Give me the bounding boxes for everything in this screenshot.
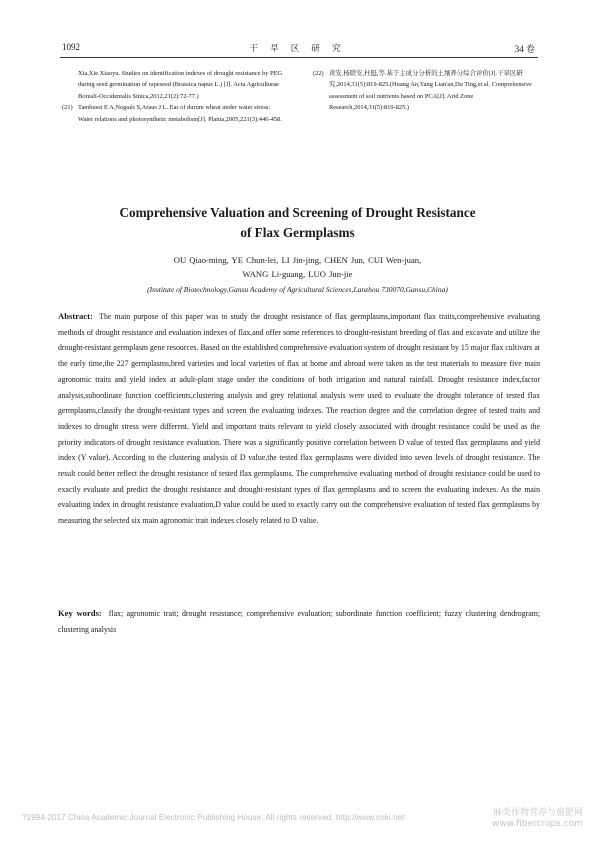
- reference-text: 黄安,杨联安,杜挺,等.基于主成分分析的土壤养分综合评价[J].干旱区研究,2014,31(5):819-825.(Huang An,Yang Lian'an,Du Ting,et al. Comprehensive assessment of soil nutrients based on PCA[J]. Arid Zone Research,2014,31(5):819-825.): [329, 70, 532, 112]
- authors-line-1: OU Qiao-ming, YE Chun-lei, LI Jin-jing, CHEN Jun, CUI Wen-juan,: [173, 255, 422, 265]
- references-right-column: [313, 68, 535, 114]
- authors-line-2: WANG Li-guang, LUO Jun-jie: [242, 268, 353, 279]
- header-rule: [60, 57, 538, 58]
- abstract: [58, 309, 540, 529]
- page-number: 1092: [62, 42, 80, 52]
- watermark-url: www.fibercrops.com: [492, 819, 583, 829]
- affiliation: (Institute of Biotechnology,Gansu Academy of Agricultural Sciences,Lanzhou 730070,Gansu,China): [147, 285, 448, 294]
- abstract-text: The main purpose of this paper was to study the drought resistance of flax germplasms,important flax traits,comprehensive evaluating methods of drought resistance and evaluation indexes of flax,and offer some references to drought-resistant breeding of flax and excavate and utilize the drought-resistant germplasm gene resources. Based on the established comprehensive evaluation system of drought resistant by 15 major flax cultivars at the early time,the 227 germplasms,bred varieties and local varieties of flax at home and abroad were taken as the test materials to measure five main agronomic traits and yield index at adult-plant stage under the conditions of both irrigation and natural rainfall. Drought resistance index,factor analysis,subordinate function coefficients,clustering analysis and grey relational analysis were used to evaluate the drought tolerance of tested flax germplasms,classify the drought-resistant types and screen the evaluating indexes. The reaction degree and the correlation degree of tested traits and indexes to drought stress were different. Yield and important traits relevant to yield closely associated with drought resistance could be used as the priority indicators of drought resistance evaluation. There was a significantly positive correlation between D value of tested flax germplasms and yield index (Y value). According to the clustering analysis of D value,the tested flax germplasms were divided into seven levels of drought resistance. The result could better reflect the drought resistance of tested flax germplasms. The comprehensive evaluating method of drought resistance could be used to exactly evaluate and predict the drought resistance and drought-resistant types of flax germplasms and to screen the evaluating indexes. As the main evaluating index in drought resistance evaluation,D value could be used to exactly carry out the comprehensive evaluation of tested flax germplasms by measuring the selected six main agronomic trait indexes closely related to D value.: [58, 312, 541, 526]
- journal-name: 干 旱 区 研 究: [249, 43, 346, 53]
- reference-entry: [313, 68, 535, 114]
- reference-text: Tambussi E A,Nogués S,Araus J L. Ear of durum wheat under water stress: Water relations and photosynthetic metabolism[J]. Planta,2005,221(3):446-458.: [78, 104, 282, 123]
- keywords-text: flax; agronomic trait; drought resistance; comprehensive evaluation; subordinate function coefficient; fuzzy clustering dendrogram; clustering analysis: [58, 609, 541, 634]
- references-left-column: [62, 68, 284, 125]
- site-watermark: [492, 808, 583, 830]
- keywords-label: Key words:: [58, 608, 102, 618]
- paper-title: [40, 203, 555, 243]
- reference-entry: [62, 102, 284, 125]
- reference-number: (21): [62, 104, 73, 112]
- copyright-footer: ?1994-2017 China Academic Journal Electronic Publishing House. All rights reserved. http://www.cnki.net: [22, 813, 405, 822]
- title-line-1: Comprehensive Valuation and Screening of Drought Resistance: [119, 205, 476, 220]
- abstract-label: Abstract:: [58, 311, 93, 321]
- watermark-chinese: 麻类作物营养与施肥网: [492, 808, 583, 818]
- title-line-2: of Flax Germplasms: [240, 225, 355, 240]
- keywords: [58, 606, 540, 637]
- volume-label: 34 卷: [514, 44, 535, 54]
- reference-text: Xia,Xie Xiaoyu. Studies on identification indexes of drought resistance by PEG during seed germination of rapeseed (Brassica napus L.) [J]. Acta Agriculturae Boreali-Occidentalis Sinica,2012,21(2):72-77.): [78, 70, 283, 100]
- reference-entry: [62, 68, 284, 102]
- author-list: [40, 254, 555, 281]
- reference-number: (22): [313, 70, 324, 77]
